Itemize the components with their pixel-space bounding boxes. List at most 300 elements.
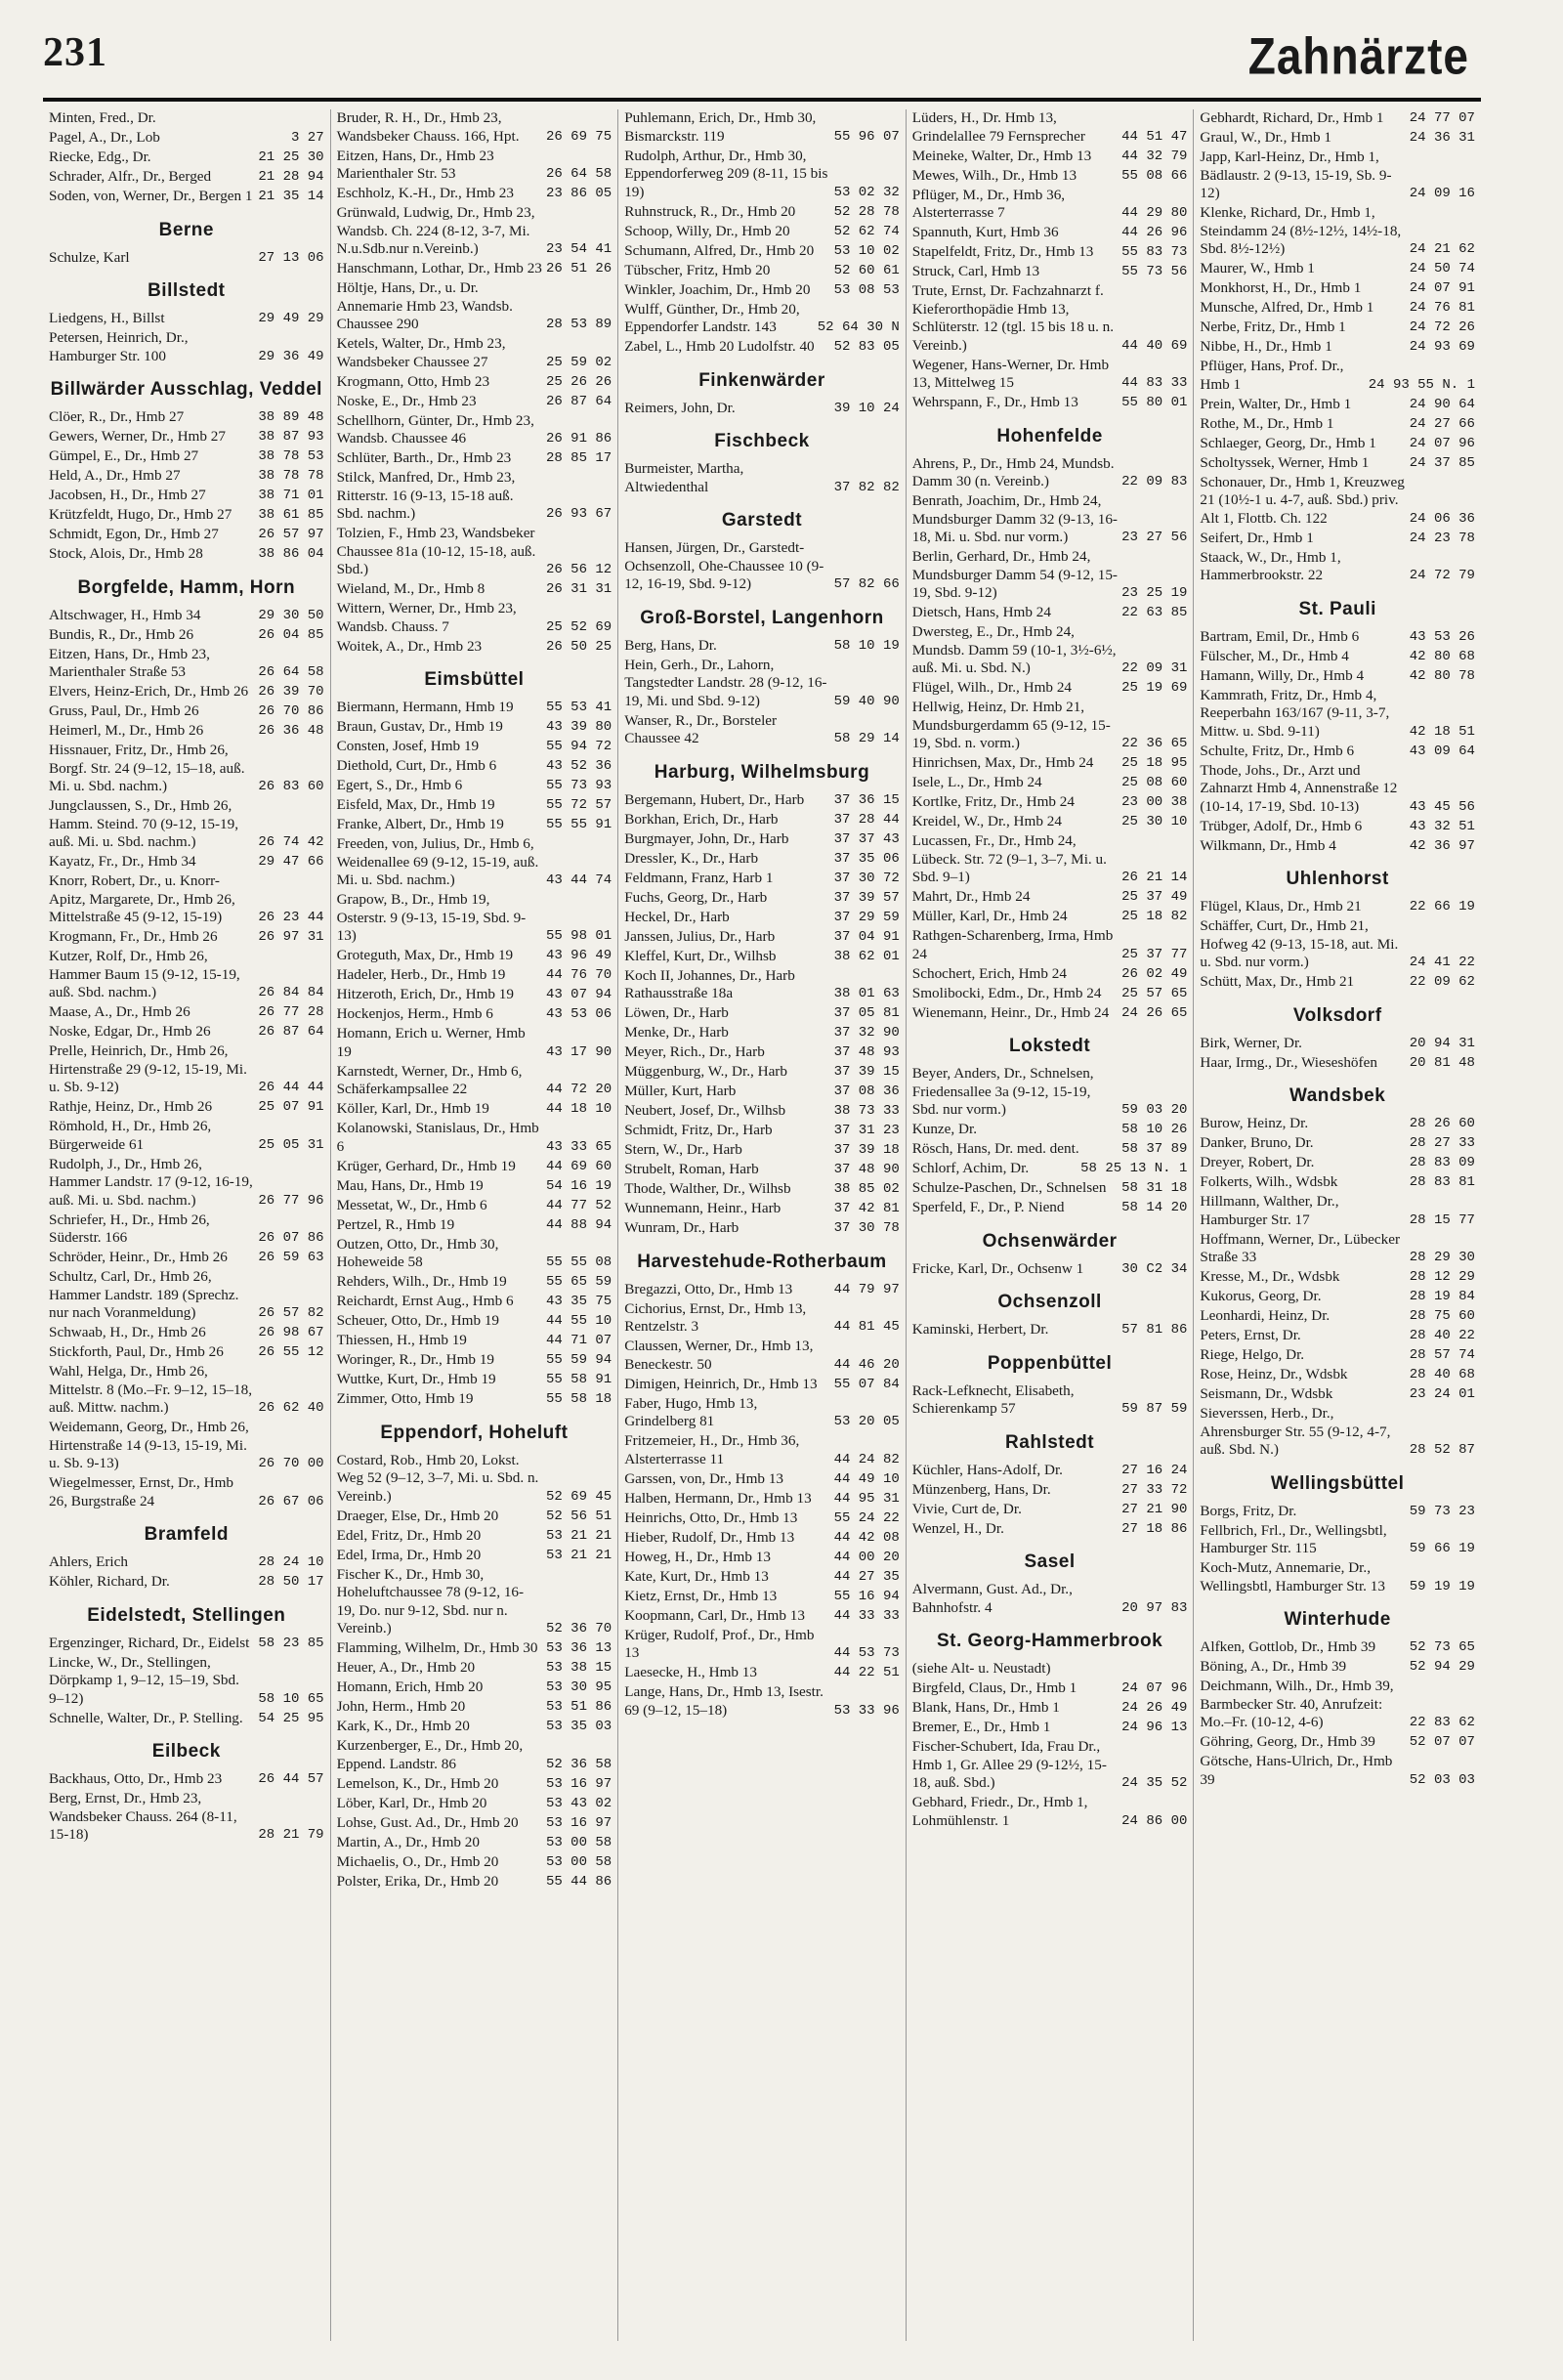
entry-name: Hissnauer, Fritz, Dr., Hmb 26, Borgf. Str. 24 (9–12, 15–18, auß. Mi. u. Sbd. nachm.) <box>49 742 245 794</box>
entry-name: Gebhard, Friedr., Dr., Hmb 1, Lohmühlenstr. 1 <box>911 1794 1088 1829</box>
entry-name: Krüger, Rudolf, Prof., Dr., Hmb 13 <box>624 1626 815 1661</box>
entry-name: Stern, W., Dr., Harb <box>624 1141 742 1158</box>
entry-phone: 25 19 69 <box>1121 680 1188 696</box>
entry-name: Burmeister, Martha, Altwiedenthal <box>624 460 744 495</box>
district-heading: Ochsenwärder <box>982 1230 1118 1252</box>
directory-entry <box>337 1659 613 1678</box>
entry-name: Rathje, Heinz, Dr., Hmb 26 <box>49 1098 213 1115</box>
entry-name: Schnelle, Walter, Dr., P. Stelling. <box>49 1709 243 1726</box>
directory-entry <box>624 1024 900 1042</box>
directory-entry <box>337 1025 613 1061</box>
entry-name: Kietz, Ernst, Dr., Hmb 13 <box>624 1587 778 1604</box>
entry-name: Rose, Heinz, Dr., Wdsbk <box>1200 1366 1348 1382</box>
entry-name: Minten, Fred., Dr. <box>49 109 156 126</box>
entry-name: Wahl, Helga, Dr., Hmb 26, Mittelstr. 8 (Mo.–Fr. 9–12, 15–18, auß. Mittw. nachm.) <box>49 1363 252 1416</box>
entry-phone: 24 07 91 <box>1409 280 1475 296</box>
entry-name: Hellwig, Heinz, Dr. Hmb 21, Mundsburgerdamm 65 (9-12, 15-19, Sbd. n. vorm.) <box>911 699 1111 751</box>
directory-entry <box>912 148 1188 166</box>
directory-column <box>43 109 330 2341</box>
directory-entry <box>49 1573 324 1592</box>
entry-phone: 44 22 51 <box>833 1665 900 1680</box>
entry-phone: 53 33 96 <box>833 1702 900 1719</box>
entry-phone: 28 29 30 <box>1409 1250 1475 1265</box>
directory-entry <box>912 965 1188 984</box>
directory-entry <box>1200 1173 1475 1192</box>
entry-name: Martin, A., Dr., Hmb 20 <box>336 1833 480 1850</box>
entry-phone: 24 77 07 <box>1409 110 1475 126</box>
directory-entry <box>337 335 613 371</box>
entry-phone: 37 48 90 <box>833 1162 900 1177</box>
entry-name: Rudolph, J., Dr., Hmb 26, Hammer Landstr. 17 (9-12, 16-19, auß. Mi. u. Sbd. nachm.) <box>49 1155 253 1209</box>
directory-entry <box>337 1547 613 1565</box>
entry-phone: 43 39 80 <box>545 719 613 735</box>
entry-phone: 52 36 70 <box>545 1621 613 1636</box>
entry-name: Kresse, M., Dr., Wdsbk <box>1200 1268 1340 1285</box>
entry-phone: 44 55 10 <box>545 1313 613 1329</box>
entry-phone: 55 96 07 <box>833 128 900 145</box>
directory-entry <box>49 168 324 187</box>
directory-entry <box>49 1042 324 1097</box>
entry-phone: 20 94 31 <box>1409 1035 1475 1051</box>
directory-entry <box>1200 279 1475 298</box>
entry-phone: 44 53 73 <box>833 1645 900 1661</box>
directory-entry <box>337 373 613 392</box>
entry-phone: 26 64 58 <box>258 664 324 680</box>
header-rule <box>43 98 1481 102</box>
directory-entry <box>624 1300 900 1337</box>
entry-name: Flamming, Wilhelm, Dr., Hmb 30 <box>336 1639 538 1656</box>
entry-phone: 53 10 02 <box>833 242 900 259</box>
directory-entry <box>337 816 613 834</box>
entry-phone: 24 26 49 <box>1121 1700 1188 1716</box>
entry-phone: 24 90 64 <box>1409 396 1475 412</box>
directory-entry <box>624 460 900 496</box>
directory-entry <box>1200 1268 1475 1287</box>
entry-name: Wanser, R., Dr., Borsteler Chaussee 42 <box>624 711 778 746</box>
entry-name: Heinrichs, Otto, Dr., Hmb 13 <box>624 1509 798 1526</box>
entry-phone: 26 70 00 <box>258 1456 324 1471</box>
directory-entry <box>1200 474 1475 529</box>
directory-entry <box>1200 1638 1475 1657</box>
directory-entry <box>624 1180 900 1199</box>
entry-phone: 52 03 03 <box>1409 1771 1475 1788</box>
entry-name: Wilkmann, Dr., Hmb 4 <box>1200 836 1336 854</box>
directory-entry <box>337 1737 613 1773</box>
entry-phone: 37 31 23 <box>833 1123 900 1138</box>
entry-name: Rack-Lefknecht, Elisabeth, Schierenkamp 57 <box>911 1381 1075 1417</box>
directory-entry <box>337 1236 613 1272</box>
entry-phone: 53 16 97 <box>545 1775 613 1792</box>
entry-phone: 26 74 42 <box>258 834 324 850</box>
entry-name: Karnstedt, Werner, Dr., Hmb 6, Schäferkampsallee 22 <box>336 1062 523 1097</box>
entry-phone: 52 64 30 N <box>817 319 900 335</box>
entry-phone: 24 26 65 <box>1121 1004 1188 1021</box>
district-heading: Borgfelde, Hamm, Horn <box>77 576 296 598</box>
entry-phone: 24 21 62 <box>1409 241 1475 257</box>
entry-phone: 26 04 85 <box>258 626 324 643</box>
directory-entry <box>49 329 324 365</box>
entry-name: Hitzeroth, Erich, Dr., Hmb 19 <box>336 986 514 1002</box>
entry-phone: 37 42 81 <box>833 1201 900 1216</box>
directory-entry <box>1200 1522 1475 1558</box>
directory-column <box>1193 109 1481 2341</box>
directory-entry <box>1200 549 1475 585</box>
entry-phone: 38 61 85 <box>258 507 324 523</box>
entry-name: Dietsch, Hans, Hmb 24 <box>911 604 1051 620</box>
entry-phone: 22 83 62 <box>1409 1715 1475 1730</box>
entry-phone: 52 60 61 <box>833 262 900 278</box>
entry-phone: 28 27 33 <box>1409 1135 1475 1151</box>
directory-entry <box>1200 260 1475 278</box>
directory-entry <box>912 263 1188 281</box>
directory-entry <box>912 1199 1188 1217</box>
district-heading: Billwärder Ausschlag, Veddel <box>50 379 322 400</box>
entry-phone: 52 07 07 <box>1409 1734 1475 1750</box>
entry-phone: 22 09 31 <box>1121 660 1188 676</box>
entry-phone: 26 67 06 <box>258 1493 324 1509</box>
entry-phone: 25 52 69 <box>545 618 613 635</box>
entry-name: Bremer, E., Dr., Hmb 1 <box>911 1719 1051 1735</box>
entry-phone: 22 36 65 <box>1121 736 1188 751</box>
directory-entry <box>912 793 1188 812</box>
entry-phone: 57 81 86 <box>1121 1322 1188 1338</box>
entry-phone: 26 23 44 <box>258 910 324 925</box>
directory-entry <box>624 1395 900 1431</box>
directory-entry <box>1200 818 1475 836</box>
entry-phone: 43 17 90 <box>545 1043 613 1060</box>
entry-phone: 25 57 65 <box>1121 985 1188 1001</box>
entry-phone: 38 89 48 <box>258 409 324 425</box>
entry-name: Riege, Helgo, Dr. <box>1200 1346 1305 1363</box>
directory-entry <box>49 408 324 427</box>
entry-name: Kayatz, Fr., Dr., Hmb 34 <box>49 853 196 870</box>
entry-phone: 23 86 05 <box>545 186 613 201</box>
directory-entry <box>49 1635 324 1653</box>
entry-phone: 37 39 18 <box>833 1142 900 1158</box>
directory-entry <box>912 927 1188 963</box>
directory-entry <box>49 487 324 505</box>
directory-entry <box>49 428 324 446</box>
directory-entry <box>337 600 613 636</box>
entry-phone: 54 16 19 <box>545 1177 613 1194</box>
directory-entry <box>49 1003 324 1022</box>
entry-name: Smolibocki, Edm., Dr., Hmb 24 <box>911 984 1102 1001</box>
entry-name: Mewes, Wilh., Dr., Hmb 13 <box>911 166 1077 184</box>
directory-entry <box>1200 1288 1475 1306</box>
entry-phone: 54 25 95 <box>258 1710 324 1726</box>
directory-entry <box>1200 129 1475 148</box>
directory-entry <box>337 1834 613 1852</box>
entry-name: Köller, Karl, Dr., Hmb 19 <box>336 1100 489 1117</box>
directory-entry <box>1200 1154 1475 1172</box>
directory-entry <box>337 204 613 259</box>
entry-name: Ahlers, Erich <box>49 1553 128 1570</box>
directory-entry <box>624 889 900 908</box>
entry-name: Noske, Edgar, Dr., Hmb 26 <box>49 1023 211 1040</box>
directory-entry <box>337 1775 613 1794</box>
entry-phone: 55 83 73 <box>1121 244 1188 260</box>
entry-name: Reichardt, Ernst Aug., Hmb 6 <box>336 1293 514 1309</box>
directory-entry <box>49 1790 324 1845</box>
directory-entry <box>1200 1503 1475 1521</box>
entry-phone: 37 29 59 <box>833 909 900 925</box>
entry-name: Puhlemann, Erich, Dr., Hmb 30, Bismarckstr. 119 <box>624 109 817 145</box>
entry-name: Hinrichsen, Max, Dr., Hmb 24 <box>911 754 1094 771</box>
entry-name: Jacobsen, H., Dr., Hmb 27 <box>49 487 206 503</box>
entry-name: Kate, Kurt, Dr., Hmb 13 <box>624 1567 769 1585</box>
entry-name: Benrath, Joachim, Dr., Hmb 24, Mundsburger Damm 32 (9-13, 16-18, Mi. u. Sbd. nur vorm.) <box>911 492 1118 545</box>
district-heading: Finkenwärder <box>698 369 825 391</box>
entry-phone: 26 50 25 <box>545 638 613 655</box>
directory-entry <box>912 1321 1188 1339</box>
entry-phone: 27 21 90 <box>1121 1501 1188 1517</box>
entry-phone: 38 78 78 <box>258 468 324 484</box>
district-heading: Poppenbüttel <box>987 1352 1113 1374</box>
directory-entry <box>1200 1035 1475 1053</box>
entry-phone: 37 30 72 <box>833 870 900 886</box>
directory-entry <box>337 449 613 468</box>
entry-name: Spannuth, Kurt, Hmb 36 <box>911 224 1059 240</box>
entry-phone: 52 83 05 <box>833 339 900 355</box>
entry-name: Höltje, Hans, Dr., u. Dr. Annemarie Hmb 23, Wandsb. Chaussee 290 <box>336 279 513 332</box>
directory-entry <box>624 657 900 711</box>
entry-phone: 28 19 84 <box>1409 1289 1475 1304</box>
entry-name: Koopmann, Carl, Dr., Hmb 13 <box>624 1606 805 1624</box>
entry-name: Küchler, Hans-Adolf, Dr. <box>911 1461 1063 1478</box>
entry-phone: 44 95 31 <box>833 1490 900 1507</box>
entry-name: Kortlke, Fritz, Dr., Hmb 24 <box>911 793 1075 810</box>
entry-phone: 55 58 91 <box>545 1372 613 1387</box>
directory-entry <box>49 1474 324 1510</box>
directory-entry <box>624 1141 900 1160</box>
entry-name: Flügel, Klaus, Dr., Hmb 21 <box>1200 898 1362 914</box>
entry-name: Outzen, Otto, Dr., Hmb 30, Hoheweide 58 <box>336 1235 499 1270</box>
entry-phone: 59 03 20 <box>1121 1102 1188 1118</box>
entry-name: Gruss, Paul, Dr., Hmb 26 <box>49 702 199 719</box>
entry-phone: 53 02 32 <box>833 184 900 200</box>
entry-name: Wieland, M., Dr., Hmb 8 <box>336 580 486 597</box>
entry-name: Kaminski, Herbert, Dr. <box>911 1321 1049 1338</box>
entry-phone: 28 21 79 <box>258 1827 324 1843</box>
entry-phone: 43 45 56 <box>1409 798 1475 815</box>
entry-phone: 26 56 12 <box>545 562 613 577</box>
directory-entry <box>912 394 1188 412</box>
entry-name: Seismann, Dr., Wdsbk <box>1200 1385 1333 1402</box>
entry-name: Gümpel, E., Dr., Hmb 27 <box>49 447 199 464</box>
entry-phone: 59 87 59 <box>1121 1401 1188 1417</box>
directory-entry <box>337 580 613 599</box>
entry-phone: 43 09 64 <box>1409 743 1475 759</box>
directory-entry <box>624 830 900 849</box>
directory-entry <box>912 832 1188 887</box>
entry-name: Danker, Bruno, Dr. <box>1200 1134 1314 1151</box>
directory-entry <box>624 1338 900 1374</box>
directory-entry <box>337 1873 613 1891</box>
entry-phone: 55 07 84 <box>833 1376 900 1392</box>
entry-name: Bergemann, Hubert, Dr., Harb <box>624 790 805 808</box>
entry-phone: 44 24 82 <box>833 1451 900 1467</box>
entry-name: Eisfeld, Max, Dr., Hmb 19 <box>336 796 495 813</box>
entry-name: Pagel, A., Dr., Lob <box>49 129 160 146</box>
entry-name: Schlüter, Barth., Dr., Hmb 23 <box>336 449 512 466</box>
entry-name: Held, A., Dr., Hmb 27 <box>49 467 181 484</box>
entry-name: Noske, E., Dr., Hmb 23 <box>336 392 477 409</box>
directory-entry <box>624 1509 900 1528</box>
directory-entry <box>337 1371 613 1389</box>
entry-name: Müller, Kurt, Harb <box>624 1083 737 1099</box>
entry-name: Kolanowski, Stanislaus, Dr., Hmb 6 <box>336 1120 539 1155</box>
directory-entry <box>49 646 324 682</box>
directory-entry <box>912 623 1188 678</box>
directory-entry <box>1200 687 1475 742</box>
entry-phone: 43 07 94 <box>545 987 613 1002</box>
directory-entry <box>912 1719 1188 1737</box>
directory-entry <box>337 777 613 795</box>
entry-name: Lucassen, Fr., Dr., Hmb 24, Lübeck. Str. 72 (9–1, 3–7, Mi. u. Sbd. 9–1) <box>911 832 1107 885</box>
directory-entry <box>337 1158 613 1176</box>
entry-name: Altschwager, H., Hmb 34 <box>49 606 201 623</box>
directory-entry <box>624 1490 900 1509</box>
entry-phone: 44 51 47 <box>1121 128 1188 145</box>
entry-name: Pflüger, Hans, Prof. Dr., Hmb 1 <box>1200 358 1344 393</box>
entry-phone: 37 48 93 <box>833 1044 900 1060</box>
directory-entry <box>49 1211 324 1248</box>
entry-phone: 28 12 29 <box>1409 1269 1475 1285</box>
entry-phone: 26 87 64 <box>545 393 613 409</box>
entry-name: Lincke, W., Dr., Stellingen, Dörpkamp 1, 9–12, 15–19, Sbd. 9–12) <box>49 1653 239 1707</box>
entry-name: Laesecke, H., Hmb 13 <box>624 1664 757 1680</box>
district-heading: Uhlenhorst <box>1286 869 1389 889</box>
entry-phone: 52 73 65 <box>1409 1639 1475 1655</box>
entry-phone: 26 44 57 <box>258 1771 324 1787</box>
directory-entry <box>912 1065 1188 1120</box>
directory-entry <box>912 1004 1188 1023</box>
entry-phone: 25 18 82 <box>1121 909 1188 924</box>
entry-phone: 25 37 49 <box>1121 889 1188 905</box>
directory-entry <box>337 1273 613 1292</box>
entry-name: Rudolph, Arthur, Dr., Hmb 30, Eppendorferweg 209 (8-11, 15 bis 19) <box>624 147 828 200</box>
entry-phone: 29 47 66 <box>258 854 324 870</box>
directory-entry <box>912 1738 1188 1793</box>
entry-phone: 42 18 51 <box>1409 723 1475 740</box>
district-heading: Volksdorf <box>1292 1004 1382 1026</box>
entry-phone: 24 37 85 <box>1409 454 1475 471</box>
entry-name: Schmidt, Egon, Dr., Hmb 27 <box>49 526 219 542</box>
directory-entry <box>337 1197 613 1215</box>
entry-name: Nerbe, Fritz, Dr., Hmb 1 <box>1200 319 1346 335</box>
entry-name: Wiegelmesser, Ernst, Dr., Hmb 26, Burgstraße 24 <box>49 1474 234 1509</box>
entry-name: Gewers, Werner, Dr., Hmb 27 <box>49 428 226 445</box>
directory-entry <box>49 928 324 947</box>
entry-name: Wehrspann, F., Dr., Hmb 13 <box>911 394 1078 410</box>
directory-entry <box>337 1390 613 1409</box>
directory-entry <box>912 1260 1188 1279</box>
directory-entry <box>624 967 900 1003</box>
directory-column <box>330 109 618 2341</box>
entry-phone: 3 27 <box>290 130 324 146</box>
entry-phone: 26 57 82 <box>258 1305 324 1321</box>
entry-name: Borgs, Fritz, Dr. <box>1200 1502 1297 1519</box>
directory-entry <box>624 1043 900 1062</box>
entry-name: Michaelis, O., Dr., Hmb 20 <box>336 1852 499 1870</box>
directory-column <box>617 109 906 2341</box>
directory-entry <box>912 1140 1188 1159</box>
district-heading: Berne <box>158 219 214 240</box>
entry-phone: 24 72 26 <box>1409 319 1475 335</box>
entry-name: Isele, L., Dr., Hmb 24 <box>911 774 1042 790</box>
directory-entry <box>49 1268 324 1323</box>
entry-name: Beyer, Anders, Dr., Schnelsen, Friedensallee 3a (9-12, 15-19, Sbd. nur vorm.) <box>911 1065 1094 1118</box>
directory-entry <box>1200 530 1475 548</box>
entry-name: Maurer, W., Hmb 1 <box>1200 260 1315 276</box>
directory-entry <box>337 796 613 815</box>
entry-name: John, Herm., Hmb 20 <box>336 1698 466 1715</box>
directory-entry <box>49 447 324 466</box>
entry-phone: 37 39 15 <box>833 1064 900 1080</box>
directory-entry <box>49 249 324 268</box>
entry-phone: 25 18 95 <box>1121 755 1188 771</box>
directory-entry <box>624 1200 900 1218</box>
entry-name: Howeg, H., Dr., Hmb 13 <box>624 1548 771 1565</box>
entry-name: Braun, Gustav, Dr., Hmb 19 <box>336 718 503 735</box>
entry-name: Fuchs, Georg, Dr., Harb <box>624 888 768 906</box>
entry-name: Winkler, Joachim, Dr., Hmb 20 <box>624 280 811 298</box>
entry-name: Mau, Hans, Dr., Hmb 19 <box>336 1176 484 1194</box>
entry-name: Clöer, R., Dr., Hmb 27 <box>49 408 185 425</box>
entry-name: Müller, Karl, Dr., Hmb 24 <box>911 908 1068 924</box>
entry-phone: 58 23 85 <box>258 1635 324 1651</box>
entry-phone: 29 36 49 <box>258 348 324 364</box>
entry-name: Schlorf, Achim, Dr. <box>911 1160 1030 1176</box>
directory-entry <box>49 1343 324 1362</box>
district-heading: Lokstedt <box>1008 1036 1091 1056</box>
directory-entry <box>1200 1658 1475 1677</box>
entry-name: Schochert, Erich, Hmb 24 <box>911 964 1067 982</box>
entry-phone: 26 55 12 <box>258 1344 324 1360</box>
page-title: Zahnärzte <box>1247 26 1469 85</box>
entry-phone: 38 73 33 <box>833 1103 900 1119</box>
district-heading: Eppendorf, Hoheluft <box>380 1422 569 1443</box>
directory-entry <box>912 455 1188 491</box>
directory-entry <box>912 1699 1188 1718</box>
entry-phone: 58 37 89 <box>1121 1141 1188 1157</box>
directory-entry <box>1200 204 1475 259</box>
entry-phone: 53 21 21 <box>545 1547 613 1563</box>
entry-name: Dwersteg, E., Dr., Hmb 24, Mundsb. Damm 59 (10-1, 3½-6½, auß. Mi. u. Sbd. N.) <box>911 623 1117 676</box>
entry-name: Kleffel, Kurt, Dr., Wilhsb <box>624 947 777 964</box>
directory-entry <box>624 637 900 656</box>
directory-entry <box>337 1508 613 1526</box>
directory-entry <box>337 986 613 1004</box>
district-heading: Garstedt <box>721 510 803 531</box>
entry-phone: 26 59 63 <box>258 1250 324 1265</box>
directory-entry <box>49 1419 324 1473</box>
entry-name: Elvers, Heinz-Erich, Dr., Hmb 26 <box>49 683 249 700</box>
entry-phone: 24 50 74 <box>1409 261 1475 276</box>
entry-name: Eitzen, Hans, Dr., Hmb 23, Marienthaler Straße 53 <box>49 645 210 680</box>
directory-entry <box>49 626 324 645</box>
entry-name: Rehders, Wilh., Dr., Hmb 19 <box>336 1273 507 1290</box>
entry-phone: 22 09 62 <box>1409 974 1475 990</box>
entry-phone: 28 83 81 <box>1409 1174 1475 1190</box>
entry-phone: 55 65 59 <box>545 1274 613 1290</box>
directory-entry <box>337 1527 613 1546</box>
entry-phone: 38 86 04 <box>258 546 324 562</box>
directory-entry <box>624 242 900 261</box>
directory-entry <box>49 853 324 871</box>
directory-entry <box>624 1627 900 1663</box>
entry-phone: 24 36 31 <box>1409 130 1475 146</box>
